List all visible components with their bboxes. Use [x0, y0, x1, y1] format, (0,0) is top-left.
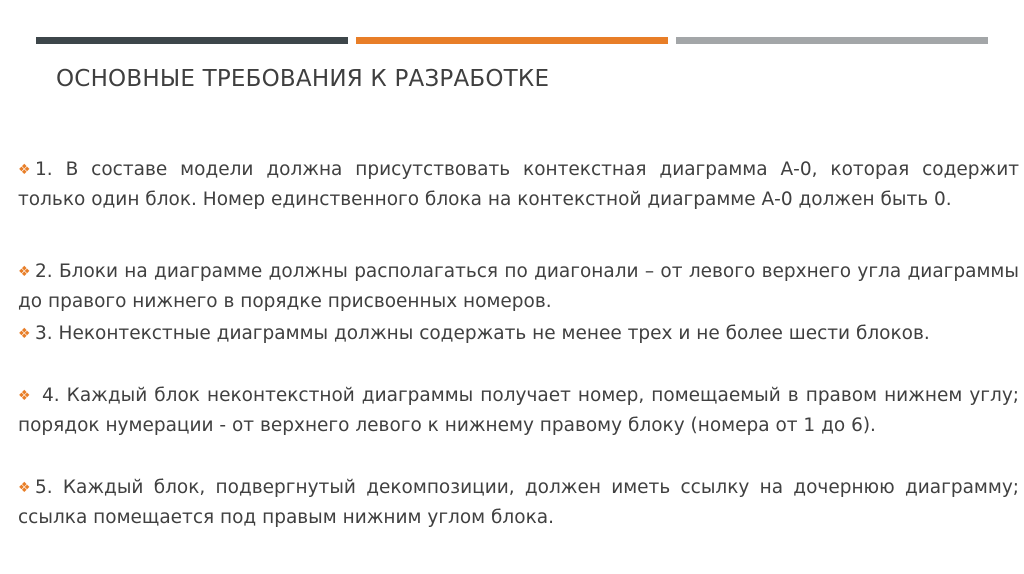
top-accent-bar-dark	[36, 37, 348, 44]
list-item-text: 5. Каждый блок, подвергнутый декомпозиции, должен иметь ссылку на дочернюю диаграмму; ссылка помещается под правым нижним углом блока.	[18, 477, 1019, 528]
list-item	[18, 319, 1019, 349]
list-item-text: 2. Блоки на диаграмме должны располагаться по диагонали – от левого верхнего угла диаграммы до правого нижнего в порядке присвоенных номеров.	[18, 261, 1019, 312]
diamond-bullet-icon: ❖	[18, 264, 31, 280]
list-item	[18, 381, 1019, 441]
slide-title: ОСНОВНЫЕ ТРЕБОВАНИЯ К РАЗРАБОТКЕ	[56, 66, 550, 92]
list-item-text: 1. В составе модели должна присутствовать контекстная диаграмма А-0, которая содержит только один блок. Номер единственного блока на контекстной диаграмме А-0 должен быть 0.	[18, 159, 1019, 210]
list-item	[18, 257, 1019, 317]
diamond-bullet-icon: ❖	[18, 388, 31, 404]
list-item	[18, 473, 1019, 533]
top-accent-bar-gray	[676, 37, 988, 44]
list-item-text: 4. Каждый блок неконтекстной диаграммы получает номер, помещаемый в правом нижнем углу; порядок нумерации - от верхнего левого к нижнему правому блоку (номера от 1 до 6).	[18, 385, 1019, 436]
list-item-text: 3. Неконтекстные диаграммы должны содержать не менее трех и не более шести блоков.	[35, 323, 930, 344]
diamond-bullet-icon: ❖	[18, 162, 31, 178]
diamond-bullet-icon: ❖	[18, 480, 31, 496]
diamond-bullet-icon: ❖	[18, 326, 31, 342]
list-item	[18, 155, 1019, 215]
top-accent-bar-orange	[356, 37, 668, 44]
